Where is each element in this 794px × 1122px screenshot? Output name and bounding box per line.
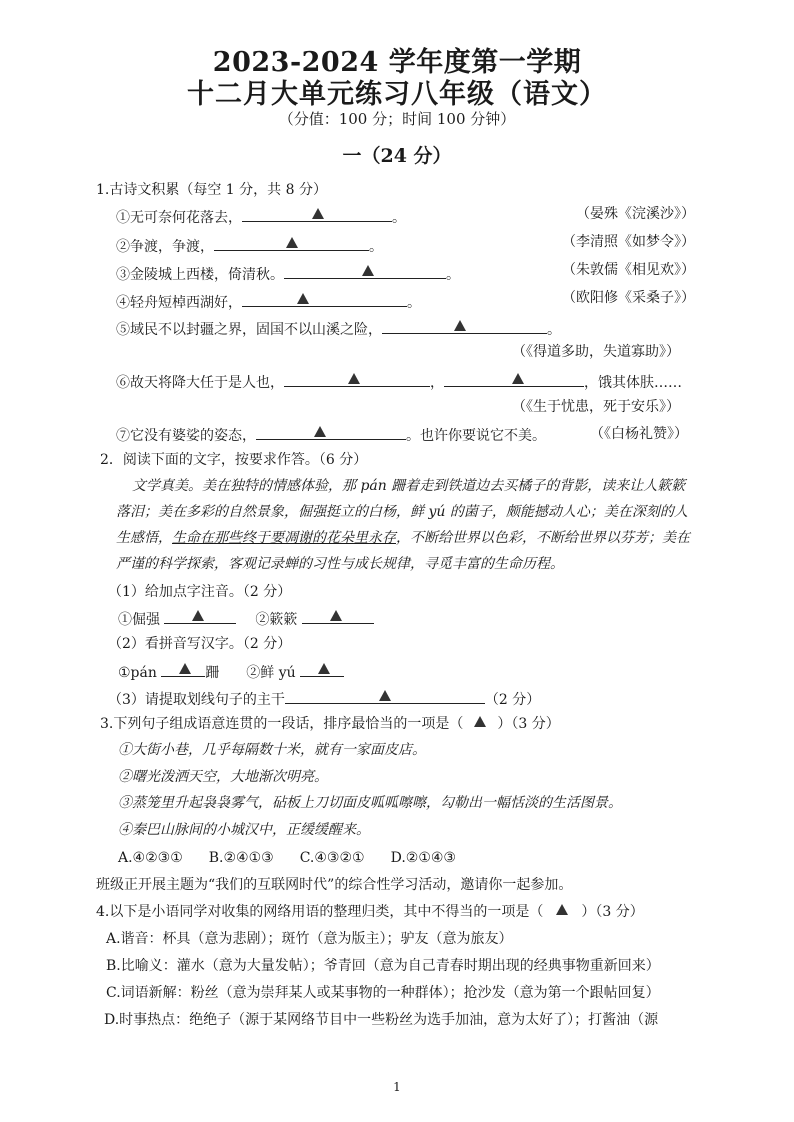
q4-option-a[interactable]: A.谐音：杯具（意为悲剧）；斑竹（意为版主）；驴友（意为旅友） — [106, 931, 513, 947]
triangle-icon — [454, 320, 466, 331]
answer-blank[interactable] — [214, 235, 369, 251]
answer-blank[interactable] — [242, 206, 392, 222]
triangle-icon — [362, 265, 374, 276]
q1-source-4: （欧阳修《采桑子》） — [562, 290, 695, 306]
q1-title: 1.古诗文积累（每空 1 分，共 8 分） — [96, 182, 327, 198]
q3-sentence-1: ①大街小巷，几乎每隔数十米，就有一家面皮店。 — [118, 742, 426, 758]
answer-blank[interactable] — [284, 371, 430, 387]
q1-source-6: （《生于忧患，死于安乐》） — [512, 399, 680, 415]
q3-option-d[interactable]: D.②①④③ — [390, 850, 456, 866]
triangle-icon — [330, 610, 342, 621]
q3-option-b[interactable]: B.②④①③ — [208, 850, 274, 866]
answer-blank[interactable] — [444, 371, 584, 387]
q1-source-2: （李清照《如梦令》） — [562, 234, 695, 250]
q4-option-c[interactable]: C.词语新解：粉丝（意为崇拜某人或某事物的一种群体）；抢沙发（意为第一个跟帖回复） — [106, 985, 660, 1001]
answer-blank[interactable] — [284, 263, 446, 279]
q4-option-d[interactable]: D.时事热点：绝绝子（源于某网络节目中一些粉丝为选手加油，意为太好了）；打酱油（源 — [104, 1012, 659, 1028]
q3-title: 3.下列句子组成语意连贯的一段话，排序最恰当的一项是（ ）（3 分） — [100, 716, 560, 732]
triangle-icon — [192, 610, 204, 621]
q2-passage-line-1: 文学真美。美在独特的情感体验，那 pán 跚着走到铁道边去买橘子的背影，读来让人簌簌 — [132, 478, 686, 494]
score-info: （分值：100 分；时间 100 分钟） — [278, 110, 516, 128]
answer-slot[interactable] — [463, 714, 497, 728]
section-heading: 一（24 分） — [342, 145, 452, 167]
q2-sub1-title: （1）给加点字注音。（2 分） — [108, 584, 292, 600]
q3-sentence-4: ④秦巴山脉间的小城汉中，正缓缓醒来。 — [118, 822, 370, 838]
triangle-icon — [314, 426, 326, 437]
triangle-icon — [286, 237, 298, 248]
exam-title-year: 2023-2024 学年度第一学期 — [212, 47, 582, 78]
q2-title: 2．阅读下面的文字，按要求作答。（6 分） — [100, 452, 368, 468]
q2-sub2-items: ①pán 跚 ②鲜 yú — [118, 661, 344, 683]
answer-blank[interactable] — [256, 424, 406, 440]
triangle-icon — [556, 904, 568, 915]
q3-sentence-3: ③蒸笼里升起袅袅雾气，砧板上刀切面皮呱呱嚓嚓，勾勒出一幅恬淡的生活图景。 — [118, 795, 622, 811]
q2-sub2-title: （2）看拼音写汉字。（2 分） — [108, 636, 292, 652]
q1-source-5: （《得道多助，失道寡助》） — [512, 344, 680, 360]
underlined-sentence: 生命在那些终于要凋谢的花朵里永存 — [172, 530, 396, 546]
answer-slot[interactable] — [543, 902, 581, 916]
q2-passage-line-4: 严谨的科学探索，客观记录蝉的习性与成长规律，寻觅丰富的生命历程。 — [116, 556, 564, 572]
q1-item-7: ⑦它没有婆娑的姿态， 。也许你要说它不美。 — [116, 424, 546, 446]
triangle-icon — [348, 373, 360, 384]
q1-item-3: ③金陵城上西楼，倚清秋。 。 — [116, 263, 460, 285]
triangle-icon — [297, 293, 309, 304]
answer-blank[interactable] — [161, 661, 205, 677]
q3-sentence-2: ②曙光泼洒天空，大地渐次明亮。 — [118, 769, 328, 785]
q1-item-6: ⑥故天将降大任于是人也， ， ，饿其体肤…… — [116, 371, 682, 393]
triangle-icon — [512, 373, 524, 384]
answer-blank[interactable] — [300, 661, 344, 677]
q4-title: 4.以下是小语同学对收集的网络用语的整理归类，其中不得当的一项是（ ）（3 分） — [96, 904, 644, 920]
q1-item-5: ⑤域民不以封疆之界，固国不以山溪之险， 。 — [116, 318, 561, 340]
q2-sub3: （3）请提取划线句子的主干 （2 分） — [108, 688, 540, 710]
answer-blank[interactable] — [302, 608, 374, 624]
q1-item-2: ②争渡，争渡， 。 — [116, 235, 383, 257]
activity-intro: 班级正开展主题为“我们的互联网时代”的综合性学习活动，邀请你一起参加。 — [96, 877, 573, 893]
q3-option-c[interactable]: C.④③②① — [299, 850, 365, 866]
q2-sub1-items: ①倔强 ②簌簌 — [118, 608, 374, 630]
q3-options — [118, 848, 456, 868]
exam-title-subject: 十二月大单元练习八年级（语文） — [187, 79, 607, 110]
q1-source-1: （晏殊《浣溪沙》） — [576, 206, 695, 222]
q1-item-1: ①无可奈何花落去， 。 — [116, 206, 406, 228]
answer-blank[interactable] — [164, 608, 236, 624]
q1-source-3: （朱敦儒《相见欢》） — [562, 262, 695, 278]
answer-blank[interactable] — [285, 688, 485, 704]
q4-option-b[interactable]: B.比喻义：灌水（意为大量发帖）；爷青回（意为自己青春时期出现的经典事物重新回来） — [106, 958, 660, 974]
q3-option-a[interactable]: A.④②③① — [118, 850, 183, 866]
q2-passage-line-2: 落泪；美在多彩的自然景象，倔强挺立的白杨，鲜 yú 的菌子，颇能撼动人心；美在深刻的人 — [116, 504, 688, 520]
answer-blank[interactable] — [242, 291, 407, 307]
triangle-icon — [318, 663, 330, 674]
triangle-icon — [474, 716, 486, 727]
q1-item-4: ④轻舟短棹西湖好， 。 — [116, 291, 421, 313]
q2-passage-line-3: 生感悟，生命在那些终于要凋谢的花朵里永存，不断给世界以色彩，不断给世界以芬芳；美在 — [116, 530, 690, 546]
triangle-icon — [179, 663, 191, 674]
q1-source-7: （《白杨礼赞》） — [590, 426, 688, 442]
page-number: 1 — [393, 1080, 401, 1094]
answer-blank[interactable] — [382, 318, 547, 334]
triangle-icon — [312, 208, 324, 219]
triangle-icon — [379, 690, 391, 701]
